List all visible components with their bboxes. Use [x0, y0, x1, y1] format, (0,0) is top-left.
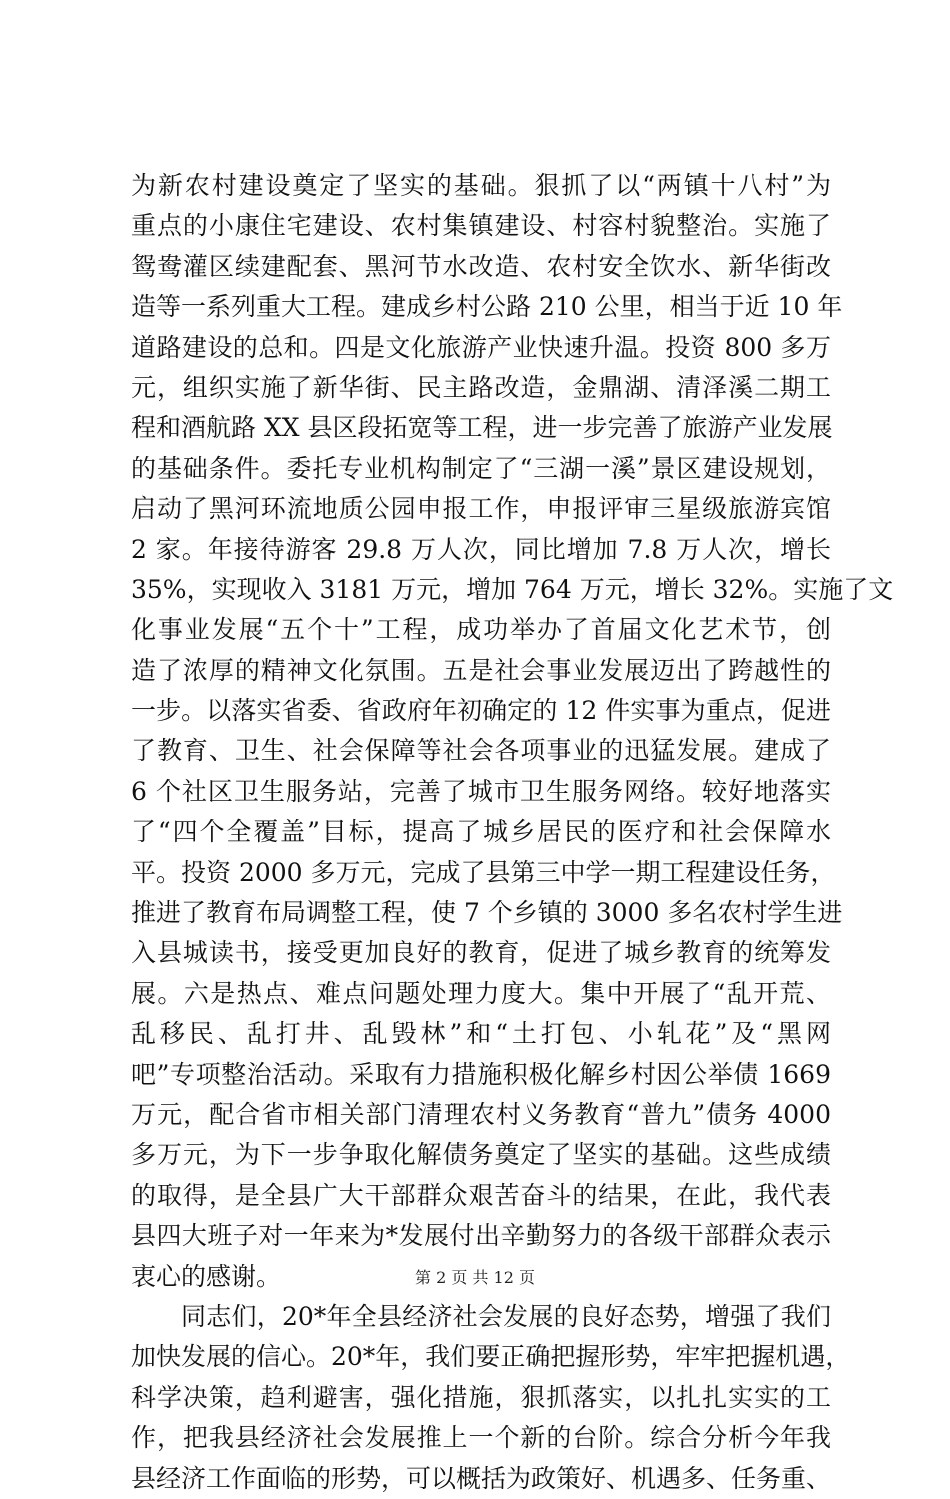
text-line: 为新农村建设奠定了坚实的基础。狠抓了以“两镇十八村”为 — [131, 171, 831, 200]
text-line: 元，组织实施了新华街、民主路改造，金鼎湖、清泽溪二期工 — [131, 372, 831, 402]
paragraph — [131, 1297, 851, 1499]
text-line: 作，把我县经济社会发展推上一个新的台阶。综合分析今年我 — [131, 1423, 831, 1453]
text-line: 入县城读书，接受更加良好的教育，促进了城乡教育的统筹发 — [131, 938, 831, 968]
text-line: 造了浓厚的精神文化氛围。五是社会事业发展迈出了跨越性的 — [131, 655, 831, 685]
page-footer: 第 2 页 共 12 页 — [415, 1268, 535, 1287]
text-line: 加快发展的信心。20*年，我们要正确把握形势，牢牢把握机遇， — [131, 1342, 851, 1372]
text-line: 35%，实现收入 3181 万元，增加 764 万元，增长 32%。实施了文 — [131, 574, 894, 604]
text-line: 的取得，是全县广大干部群众艰苦奋斗的结果，在此，我代表 — [131, 1180, 831, 1210]
text-line: 县经济工作面临的形势，可以概括为政策好、机遇多、任务重、 — [131, 1463, 832, 1493]
text-line: 化事业发展“五个十”工程，成功举办了首届文化艺术节，创 — [131, 615, 831, 645]
text-line: 6 个社区卫生服务站，完善了城市卫生服务网络。较好地落实 — [131, 776, 831, 806]
text-line: 吧”专项整治活动。采取有力措施积极化解乡村因公举债 1669 — [131, 1059, 831, 1089]
text-line: 科学决策，趋利避害，强化措施，狠抓落实，以扎扎实实的工 — [131, 1382, 831, 1412]
text-line: 平。投资 2000 多万元，完成了县第三中学一期工程建设任务， — [131, 857, 836, 887]
text-line: 同志们，20*年全县经济社会发展的良好态势，增强了我们 — [181, 1301, 831, 1331]
text-line: 鸳鸯灌区续建配套、黑河节水改造、农村安全饮水、新华街改 — [131, 251, 831, 281]
text-line: 了教育、卫生、社会保障等社会各项事业的迅猛发展。建成了 — [131, 736, 831, 766]
text-line: 了“四个全覆盖”目标，提高了城乡居民的医疗和社会保障水 — [131, 817, 831, 847]
paragraph — [131, 166, 894, 1297]
text-line: 展。六是热点、难点问题处理力度大。集中开展了“乱开荒、 — [131, 978, 831, 1008]
text-line: 衷心的感谢。 — [131, 1261, 282, 1291]
text-line: 2 家。年接待游客 29.8 万人次，同比增加 7.8 万人次，增长 — [131, 534, 831, 564]
text-line: 道路建设的总和。四是文化旅游产业快速升温。投资 800 多万 — [131, 332, 831, 362]
text-line: 乱移民、乱打井、乱毁林”和“土打包、小轧花”及“黑网 — [131, 1019, 831, 1049]
text-line: 重点的小康住宅建设、农村集镇建设、村容村貌整治。实施了 — [131, 211, 831, 241]
text-line: 程和酒航路 XX 县区段拓宽等工程，进一步完善了旅游产业发展 — [131, 413, 833, 443]
text-line: 造等一系列重大工程。建成乡村公路 210 公里，相当于近 10 年 — [131, 292, 843, 322]
text-line: 一步。以落实省委、省政府年初确定的 12 件实事为重点，促进 — [131, 696, 831, 726]
text-line: 推进了教育布局调整工程，使 7 个乡镇的 3000 多名农村学生进 — [131, 898, 843, 928]
text-line: 启动了黑河环流地质公园申报工作，申报评审三星级旅游宾馆 — [131, 494, 831, 524]
text-line: 多万元，为下一步争取化解债务奠定了坚实的基础。这些成绩 — [131, 1140, 831, 1170]
text-line: 的基础条件。委托专业机构制定了“三湖一溪”景区建设规划， — [131, 453, 831, 483]
text-line: 万元，配合省市相关部门清理农村义务教育“普九”债务 4000 — [131, 1099, 831, 1129]
document-body — [131, 166, 894, 1499]
text-line: 县四大班子对一年来为*发展付出辛勤努力的各级干部群众表示 — [131, 1221, 831, 1251]
